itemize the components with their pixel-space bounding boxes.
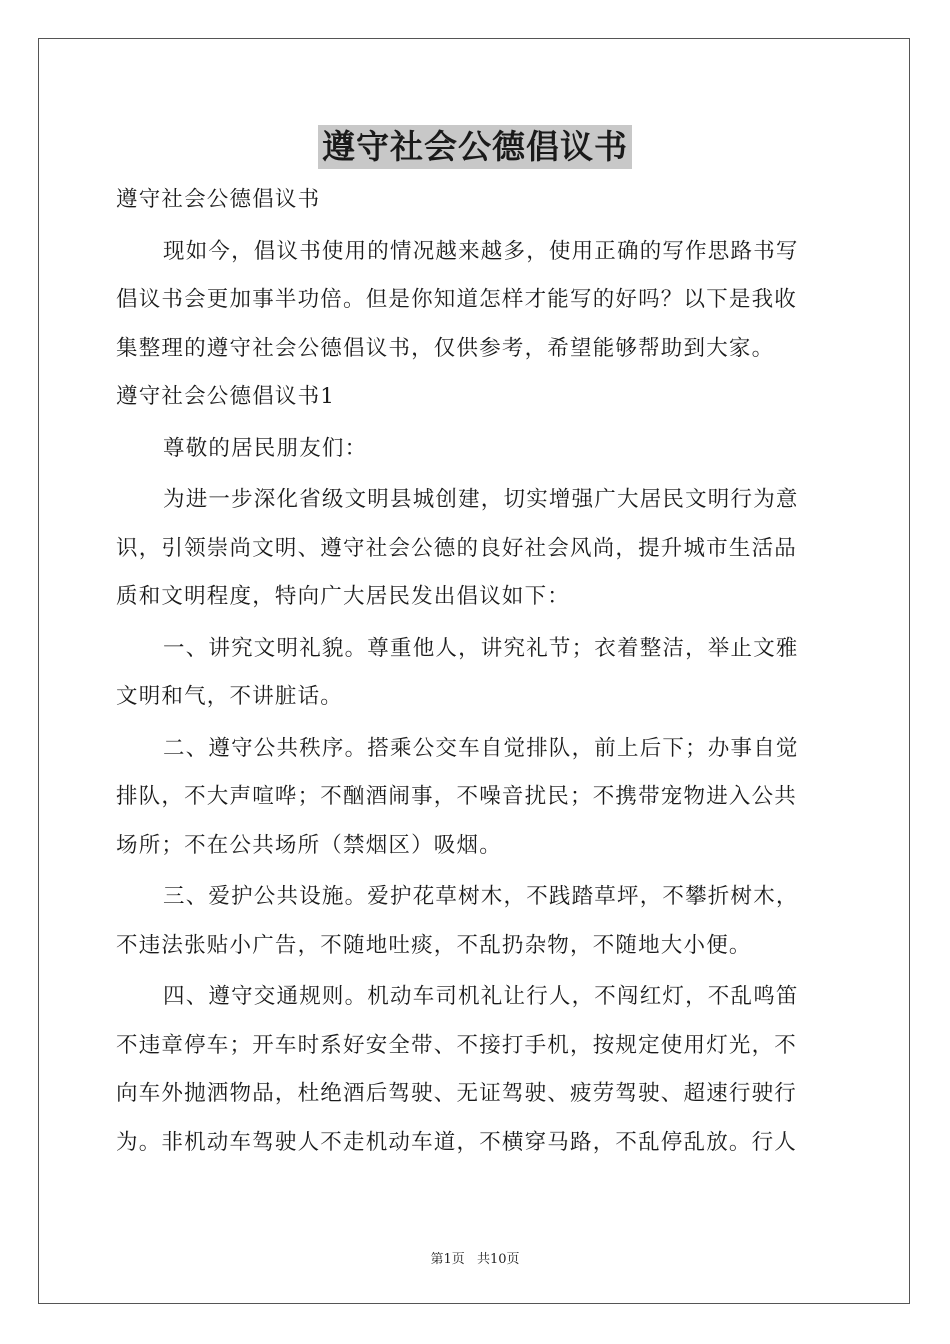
paragraph-line: 向车外抛洒物品，杜绝酒后驾驶、无证驾驶、疲劳驾驶、超速行驶行: [116, 1081, 798, 1106]
paragraph-line: 场所；不在公共场所（禁烟区）吸烟。: [116, 832, 502, 858]
paragraph-line: 为进一步深化省级文明县城创建，切实增强广大居民文明行为意: [163, 487, 799, 512]
document-title: 遵守社会公德倡议书: [318, 125, 632, 169]
paragraph-line: 排队，不大声喧哗；不酗酒闹事，不噪音扰民；不携带宠物进入公共: [116, 784, 798, 809]
paragraph-line: 不违法张贴小广告，不随地吐痰，不乱扔杂物，不随地大小便。: [116, 932, 752, 958]
paragraph-line: 为。非机动车驾驶人不走机动车道，不横穿马路，不乱停乱放。行人: [116, 1129, 798, 1155]
document-title-wrap: [0, 125, 950, 169]
paragraph-line: 一、讲究文明礼貌。尊重他人，讲究礼节；衣着整洁，举止文雅: [163, 635, 799, 661]
salutation-line: 尊敬的居民朋友们：: [163, 435, 368, 461]
document-body: [116, 176, 834, 1167]
paragraph-line: 集整理的遵守社会公德倡议书，仅供参考，希望能够帮助到大家。: [116, 335, 775, 361]
subtitle-line: 遵守社会公德倡议书: [116, 187, 321, 212]
page-footer: [0, 1248, 950, 1267]
paragraph-line: 倡议书会更加事半功倍。但是你知道怎样才能写的好吗？以下是我收: [116, 287, 798, 312]
paragraph-line: 三、爱护公共设施。爱护花草树木，不践踏草坪，不攀折树木，: [163, 884, 799, 909]
paragraph-line: 质和文明程度，特向广大居民发出倡议如下：: [116, 584, 571, 609]
page-number: 第1页: [430, 1252, 465, 1267]
paragraph-line: 文明和气，不讲脏话。: [116, 684, 344, 709]
paragraph-line: 现如今，倡议书使用的情况越来越多，使用正确的写作思路书写: [163, 238, 799, 264]
paragraph-line: 二、遵守公共秩序。搭乘公交车自觉排队，前上后下；办事自觉: [163, 735, 799, 761]
section-heading: 遵守社会公德倡议书1: [116, 384, 336, 409]
paragraph-line: 四、遵守交通规则。机动车司机礼让行人，不闯红灯，不乱鸣笛: [163, 984, 799, 1009]
paragraph-line: 识，引领崇尚文明、遵守社会公德的良好社会风尚，提升城市生活品: [116, 535, 798, 561]
paragraph-line: 不违章停车；开车时系好安全带、不接打手机，按规定使用灯光，不: [116, 1032, 798, 1058]
page-total: 共10页: [476, 1252, 520, 1267]
